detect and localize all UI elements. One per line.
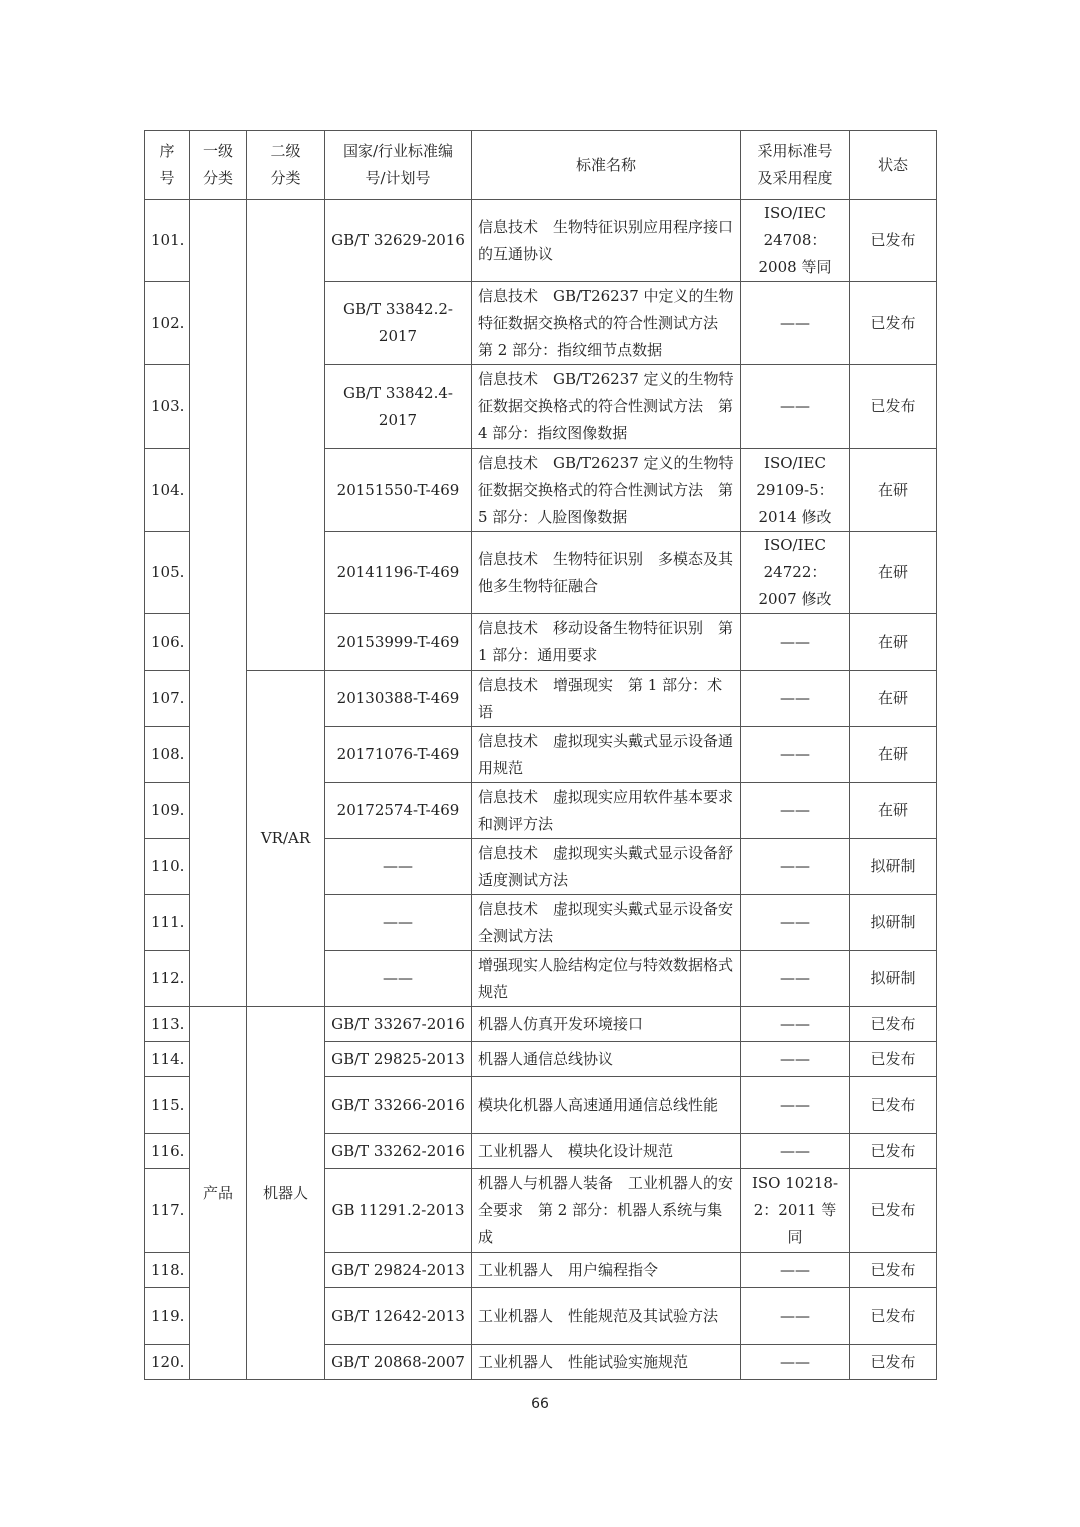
header-cell: 国家/行业标准编 号/计划号 xyxy=(325,131,472,200)
header-cell: 标准名称 xyxy=(472,131,741,200)
standard-code: GB/T 32629-2016 xyxy=(325,200,472,282)
row-number: 115. xyxy=(145,1077,190,1134)
status-cell: 已发布 xyxy=(850,1253,937,1288)
status-cell: 已发布 xyxy=(850,1007,937,1042)
table-row xyxy=(145,671,937,727)
level1-category: 产品 xyxy=(190,1007,247,1380)
adoption-info: —— xyxy=(741,614,850,671)
standard-code: GB/T 33842.2-2017 xyxy=(325,282,472,365)
status-cell: 已发布 xyxy=(850,1077,937,1134)
standard-code: —— xyxy=(325,951,472,1007)
standard-name: 增强现实人脸结构定位与特效数据格式规范 xyxy=(472,951,741,1007)
level1-category xyxy=(190,200,247,1007)
status-cell: 拟研制 xyxy=(850,895,937,951)
standard-code: GB 11291.2-2013 xyxy=(325,1169,472,1253)
adoption-info: —— xyxy=(741,1077,850,1134)
adoption-info: —— xyxy=(741,365,850,449)
row-number: 118. xyxy=(145,1253,190,1288)
standard-name: 信息技术 虚拟现实头戴式显示设备通用规范 xyxy=(472,727,741,783)
standard-name: 机器人仿真开发环境接口 xyxy=(472,1007,741,1042)
row-number: 106. xyxy=(145,614,190,671)
row-number: 105. xyxy=(145,532,190,614)
status-cell: 拟研制 xyxy=(850,839,937,895)
standard-name: 工业机器人 用户编程指令 xyxy=(472,1253,741,1288)
adoption-info: ISO/IEC 29109-5：2014 修改 xyxy=(741,449,850,532)
status-cell: 已发布 xyxy=(850,282,937,365)
row-number: 112. xyxy=(145,951,190,1007)
status-cell: 在研 xyxy=(850,614,937,671)
row-number: 107. xyxy=(145,671,190,727)
header-cell: 序 号 xyxy=(145,131,190,200)
adoption-info: —— xyxy=(741,282,850,365)
adoption-info: —— xyxy=(741,1007,850,1042)
standard-code: GB/T 33842.4-2017 xyxy=(325,365,472,449)
row-number: 108. xyxy=(145,727,190,783)
standard-code: GB/T 33267-2016 xyxy=(325,1007,472,1042)
standard-name: 信息技术 增强现实 第 1 部分：术语 xyxy=(472,671,741,727)
adoption-info: —— xyxy=(741,1288,850,1345)
standard-name: 信息技术 GB/T26237 中定义的生物特征数据交换格式的符合性测试方法 第 2 部分：指纹细节点数据 xyxy=(472,282,741,365)
row-number: 101. xyxy=(145,200,190,282)
status-cell: 已发布 xyxy=(850,1169,937,1253)
standard-name: 模块化机器人高速通用通信总线性能 xyxy=(472,1077,741,1134)
standard-name: 信息技术 虚拟现实应用软件基本要求和测评方法 xyxy=(472,783,741,839)
standard-code: GB/T 33266-2016 xyxy=(325,1077,472,1134)
row-number: 111. xyxy=(145,895,190,951)
standard-code: 20151550-T-469 xyxy=(325,449,472,532)
status-cell: 在研 xyxy=(850,532,937,614)
standard-name: 工业机器人 性能试验实施规范 xyxy=(472,1345,741,1380)
standard-code: GB/T 33262-2016 xyxy=(325,1134,472,1169)
standard-code: —— xyxy=(325,895,472,951)
row-number: 110. xyxy=(145,839,190,895)
adoption-info: —— xyxy=(741,895,850,951)
header-cell: 状态 xyxy=(850,131,937,200)
standard-name: 信息技术 虚拟现实头戴式显示设备舒适度测试方法 xyxy=(472,839,741,895)
row-number: 103. xyxy=(145,365,190,449)
level2-category: 机器人 xyxy=(247,1007,325,1380)
header-cell: 二级 分类 xyxy=(247,131,325,200)
row-number: 104. xyxy=(145,449,190,532)
adoption-info: —— xyxy=(741,951,850,1007)
table-row xyxy=(145,1007,937,1042)
standard-name: 信息技术 移动设备生物特征识别 第 1 部分：通用要求 xyxy=(472,614,741,671)
standard-name: 机器人与机器人装备 工业机器人的安全要求 第 2 部分：机器人系统与集成 xyxy=(472,1169,741,1253)
standard-name: 工业机器人 模块化设计规范 xyxy=(472,1134,741,1169)
standard-code: 20171076-T-469 xyxy=(325,727,472,783)
level2-category: VR/AR xyxy=(247,671,325,1007)
status-cell: 在研 xyxy=(850,783,937,839)
adoption-info: —— xyxy=(741,1253,850,1288)
adoption-info: —— xyxy=(741,1345,850,1380)
adoption-info: —— xyxy=(741,839,850,895)
row-number: 117. xyxy=(145,1169,190,1253)
status-cell: 在研 xyxy=(850,671,937,727)
level2-category xyxy=(247,200,325,671)
standard-code: 20172574-T-469 xyxy=(325,783,472,839)
standard-name: 信息技术 生物特征识别 多模态及其他多生物特征融合 xyxy=(472,532,741,614)
standard-code: —— xyxy=(325,839,472,895)
page-number: 66 xyxy=(531,1396,549,1412)
row-number: 102. xyxy=(145,282,190,365)
row-number: 120. xyxy=(145,1345,190,1380)
adoption-info: ISO 10218-2：2011 等同 xyxy=(741,1169,850,1253)
adoption-info: —— xyxy=(741,1042,850,1077)
row-number: 113. xyxy=(145,1007,190,1042)
adoption-info: —— xyxy=(741,727,850,783)
standard-code: 20130388-T-469 xyxy=(325,671,472,727)
standard-code: GB/T 20868-2007 xyxy=(325,1345,472,1380)
row-number: 119. xyxy=(145,1288,190,1345)
status-cell: 已发布 xyxy=(850,1042,937,1077)
status-cell: 在研 xyxy=(850,449,937,532)
header-cell: 采用标准号 及采用程度 xyxy=(741,131,850,200)
adoption-info: ISO/IEC 24722：2007 修改 xyxy=(741,532,850,614)
header-row xyxy=(145,131,937,200)
standard-name: 机器人通信总线协议 xyxy=(472,1042,741,1077)
row-number: 109. xyxy=(145,783,190,839)
status-cell: 已发布 xyxy=(850,1134,937,1169)
row-number: 116. xyxy=(145,1134,190,1169)
standard-code: GB/T 29824-2013 xyxy=(325,1253,472,1288)
table-row xyxy=(145,200,937,282)
status-cell: 已发布 xyxy=(850,200,937,282)
adoption-info: —— xyxy=(741,783,850,839)
standard-code: 20153999-T-469 xyxy=(325,614,472,671)
status-cell: 拟研制 xyxy=(850,951,937,1007)
standard-name: 工业机器人 性能规范及其试验方法 xyxy=(472,1288,741,1345)
header-cell: 一级 分类 xyxy=(190,131,247,200)
row-number: 114. xyxy=(145,1042,190,1077)
standard-code: 20141196-T-469 xyxy=(325,532,472,614)
adoption-info: ISO/IEC 24708：2008 等同 xyxy=(741,200,850,282)
status-cell: 已发布 xyxy=(850,1345,937,1380)
adoption-info: —— xyxy=(741,1134,850,1169)
standard-name: 信息技术 生物特征识别应用程序接口的互通协议 xyxy=(472,200,741,282)
standard-name: 信息技术 GB/T26237 定义的生物特征数据交换格式的符合性测试方法 第 4 部分：指纹图像数据 xyxy=(472,365,741,449)
status-cell: 已发布 xyxy=(850,1288,937,1345)
status-cell: 在研 xyxy=(850,727,937,783)
standard-name: 信息技术 虚拟现实头戴式显示设备安全测试方法 xyxy=(472,895,741,951)
adoption-info: —— xyxy=(741,671,850,727)
standard-code: GB/T 29825-2013 xyxy=(325,1042,472,1077)
standard-code: GB/T 12642-2013 xyxy=(325,1288,472,1345)
standard-name: 信息技术 GB/T26237 定义的生物特征数据交换格式的符合性测试方法 第 5 部分：人脸图像数据 xyxy=(472,449,741,532)
standards-table xyxy=(144,130,937,1380)
status-cell: 已发布 xyxy=(850,365,937,449)
